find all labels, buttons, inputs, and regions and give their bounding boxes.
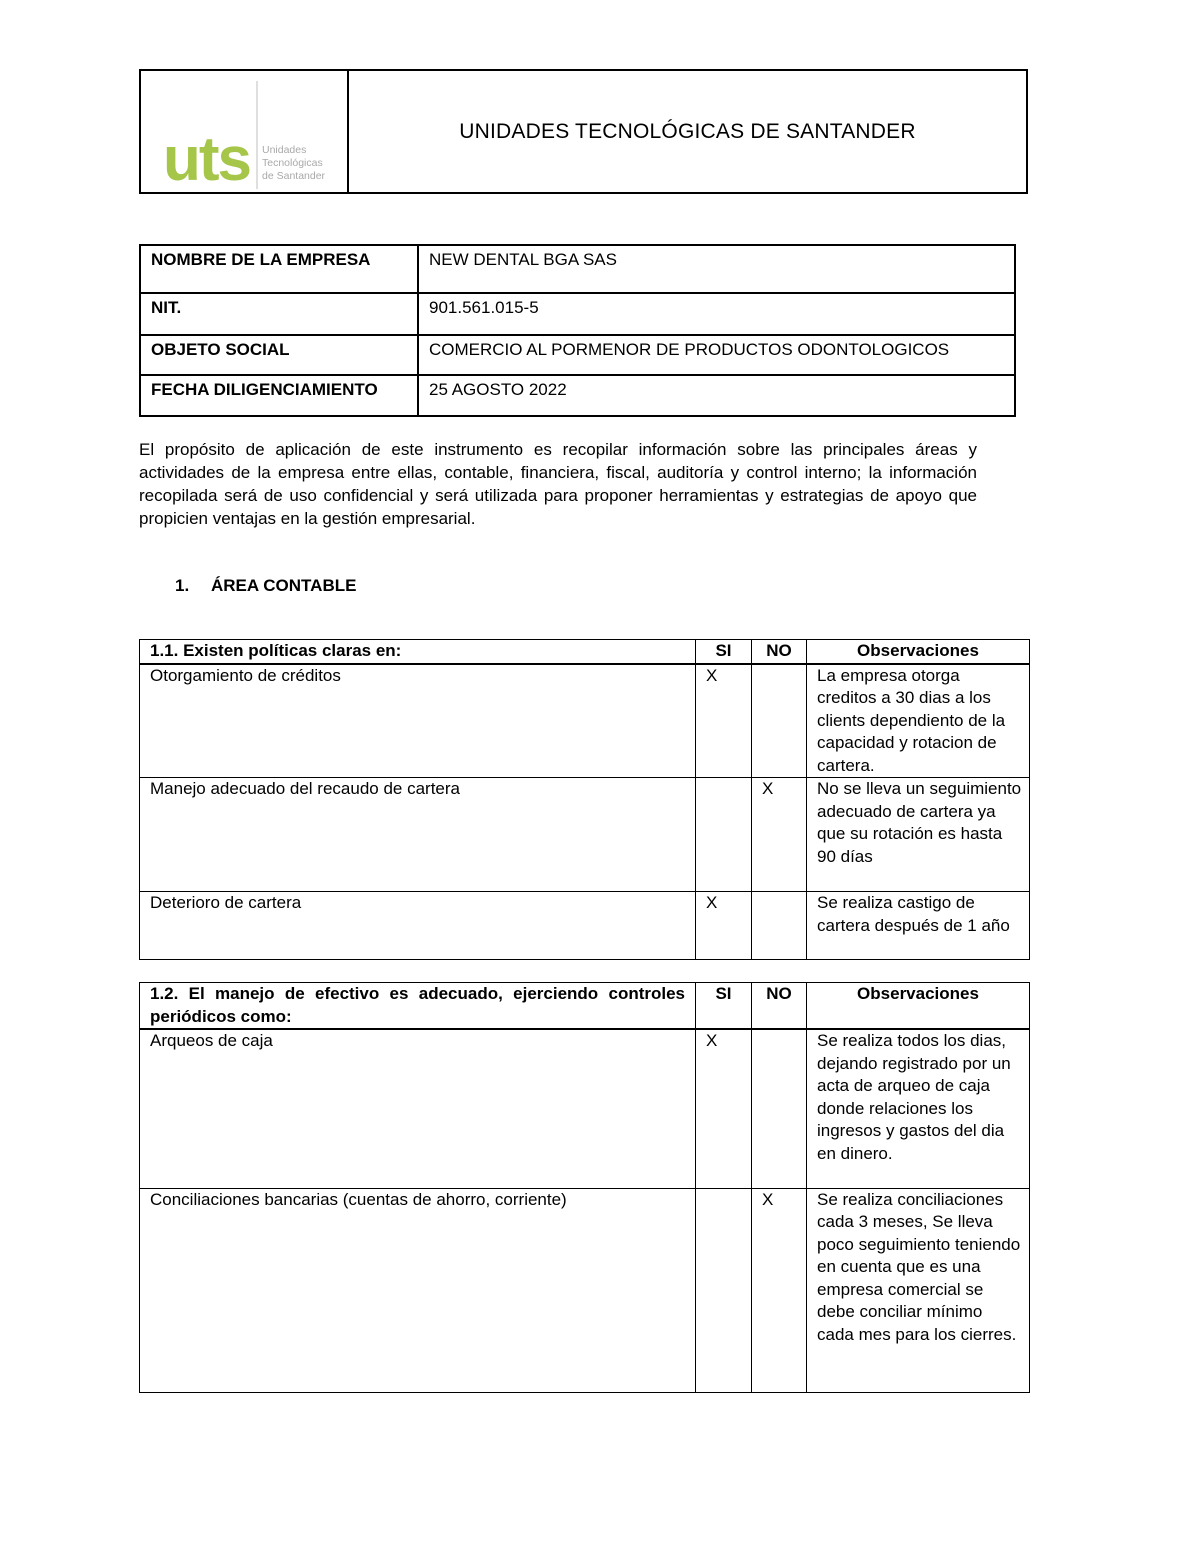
si-mark: [696, 778, 752, 892]
company-row-objeto: [140, 335, 1015, 375]
table-row: [140, 1188, 1030, 1392]
no-mark: [752, 892, 807, 960]
fecha-value: 25 AGOSTO 2022: [418, 375, 1015, 416]
section-number: 1.: [175, 576, 190, 595]
survey-table-1-1: [139, 639, 1030, 960]
nit-label: NIT.: [140, 293, 418, 335]
company-name-label: NOMBRE DE LA EMPRESA: [140, 245, 418, 293]
table-header-row: [140, 983, 1030, 1030]
logo-subtitle-2: Tecnológicas: [262, 157, 323, 169]
no-header: NO: [752, 983, 807, 1030]
no-header: NO: [752, 640, 807, 664]
objeto-social-value: COMERCIO AL PORMENOR DE PRODUCTOS ODONTOLOGICOS: [418, 335, 1015, 375]
row-observation: Se realiza conciliaciones cada 3 meses, Se lleva poco seguimiento teniendo en cuenta que es una empresa comercial se debe conciliar mínimo cada mes para los cierres.: [807, 1188, 1030, 1392]
objeto-social-label: OBJETO SOCIAL: [140, 335, 418, 375]
table-row: [140, 778, 1030, 892]
company-row-name: [140, 245, 1015, 293]
observaciones-header: Observaciones: [807, 983, 1030, 1030]
section-heading: [175, 576, 356, 596]
no-mark: X: [752, 1188, 807, 1392]
logo-text: uts: [163, 125, 250, 189]
row-item: Manejo adecuado del recaudo de cartera: [140, 778, 696, 892]
institution-title: UNIDADES TECNOLÓGICAS DE SANTANDER: [459, 119, 916, 143]
no-mark: X: [752, 778, 807, 892]
company-row-nit: [140, 293, 1015, 335]
si-mark: [696, 1188, 752, 1392]
question-header: 1.2. El manejo de efectivo es adecuado, ejerciendo controles periódicos como:: [140, 983, 696, 1030]
nit-value: 901.561.015-5: [418, 293, 1015, 335]
section-title: ÁREA CONTABLE: [211, 576, 357, 595]
si-mark: X: [696, 664, 752, 778]
table-row: [140, 1029, 1030, 1188]
row-observation: No se lleva un seguimiento adecuado de cartera ya que su rotación es hasta 90 días: [807, 778, 1030, 892]
question-header: 1.1. Existen políticas claras en:: [140, 640, 696, 664]
si-header: SI: [696, 983, 752, 1030]
no-mark: [752, 664, 807, 778]
row-item: Conciliaciones bancarias (cuentas de ahorro, corriente): [140, 1188, 696, 1392]
table-header-row: [140, 640, 1030, 664]
no-mark: [752, 1029, 807, 1188]
company-name-value: NEW DENTAL BGA SAS: [418, 245, 1015, 293]
si-mark: X: [696, 1029, 752, 1188]
row-item: Otorgamiento de créditos: [140, 664, 696, 778]
uts-logo: [161, 77, 341, 189]
logo-subtitle-1: Unidades: [262, 144, 307, 156]
header-title-cell: [349, 71, 1026, 192]
intro-paragraph: El propósito de aplicación de este instrumento es recopilar información sobre las principales áreas y actividades de la empresa entre ellas, contable, financiera, fiscal, auditoría y control interno; la información recopilada será de uso confidencial y será utilizada para proponer herramientas y estrategias de apoyo que propicien ventajas en la gestión empresarial.: [139, 440, 977, 528]
row-observation: Se realiza todos los dias, dejando registrado por un acta de arqueo de caja donde relaciones los ingresos y gastos del dia en dinero.: [807, 1029, 1030, 1188]
table-row: [140, 664, 1030, 778]
company-row-fecha: [140, 375, 1015, 416]
document-header: [139, 69, 1028, 194]
company-info-table: [139, 244, 1016, 417]
survey-table-1-2: [139, 982, 1030, 1393]
table-row: [140, 892, 1030, 960]
row-observation: Se realiza castigo de cartera después de 1 año: [807, 892, 1030, 960]
fecha-label: FECHA DILIGENCIAMIENTO: [140, 375, 418, 416]
row-observation: La empresa otorga creditos a 30 dias a los clients dependiento de la capacidad y rotacion de cartera.: [807, 664, 1030, 778]
si-mark: X: [696, 892, 752, 960]
row-item: Arqueos de caja: [140, 1029, 696, 1188]
si-header: SI: [696, 640, 752, 664]
logo-cell: [141, 71, 349, 192]
row-item: Deterioro de cartera: [140, 892, 696, 960]
logo-subtitle-3: de Santander: [262, 170, 326, 182]
observaciones-header: Observaciones: [807, 640, 1030, 664]
